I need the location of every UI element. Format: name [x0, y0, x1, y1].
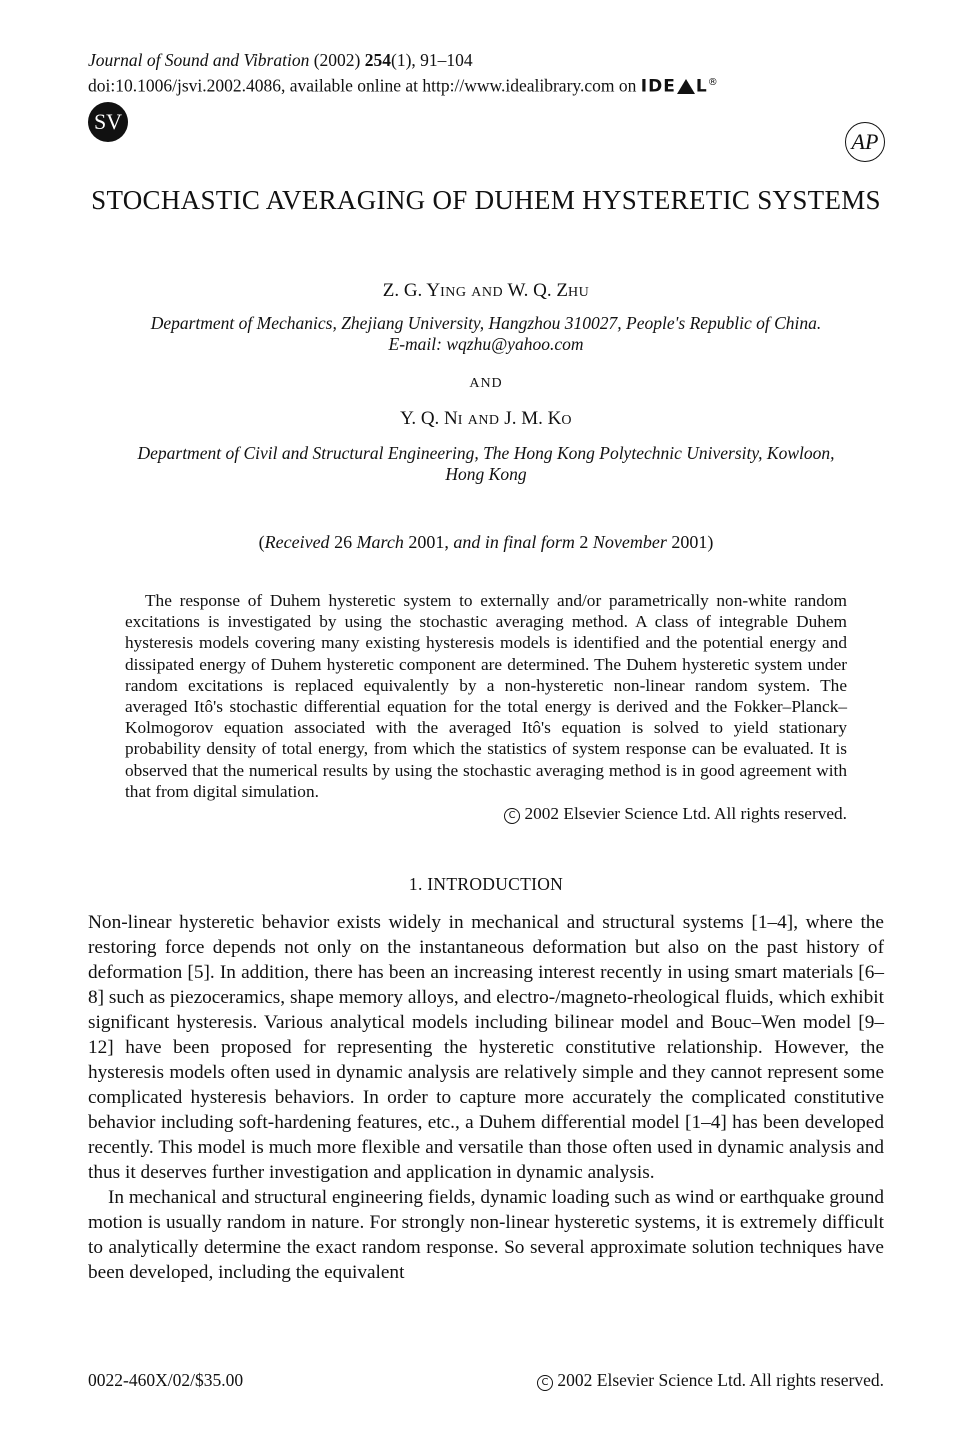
- author-1: Z. G. Y: [382, 280, 441, 301]
- doi-text: doi:10.1006/jsvi.2002.4086, available online at http://www.idealibrary.com on: [88, 75, 637, 96]
- body-text: [88, 910, 884, 1285]
- journal-issue-pages: (1), 91–104: [391, 50, 473, 70]
- authors-line-2: [88, 407, 884, 433]
- ideal-logo-text: IDE: [640, 76, 676, 97]
- copyright-icon: C: [504, 808, 520, 824]
- author-1-sc: ING: [440, 285, 467, 300]
- email: E-mail: wqzhu@yahoo.com: [388, 334, 584, 354]
- doi-line: [88, 72, 719, 98]
- abstract-copyright-text: 2002 Elsevier Science Ltd. All rights reserved.: [524, 804, 847, 824]
- final-year: 2001): [671, 532, 714, 552]
- journal-name: Journal of Sound and Vibration: [88, 50, 310, 70]
- abstract-copyright: [125, 803, 847, 824]
- author-3: Y. Q. N: [400, 408, 458, 429]
- abstract-text: The response of Duhem hysteretic system to externally and/or parametrically non-white random excitations is investigated by using the stochastic averaging method. A class of integrable Duhem hysteresis models covering many existing hysteresis models is identified and the potential energy and dissipated energy of Duhem hysteretic component are determined. The Duhem hysteretic system under random excitations is replaced equivalently by a non-hysteretic non-linear random system. The averaged Itô's stochastic differential equation for the total energy is derived and the Fokker–Planck–Kolmogorov equation associated with the averaged Itô's equation is solved to yield stationary probability density of total energy, from which the statistics of system response can be evaluated. It is observed that the numerical results by using the stochastic averaging method is in good agreement with that from digital simulation.: [125, 591, 847, 801]
- footer-code: 0022-460X/02/$35.00: [88, 1370, 244, 1390]
- journal-volume: 254: [364, 50, 391, 70]
- and-word-2: AND: [467, 413, 500, 428]
- ideal-logo: [641, 72, 719, 98]
- journal-citation: [88, 50, 473, 71]
- author-4-sc: O: [561, 413, 572, 428]
- received-day: 26: [334, 532, 353, 552]
- sv-logo-text: SV: [93, 109, 123, 134]
- footer-copyright-text: 2002 Elsevier Science Ltd. All rights reserved.: [557, 1370, 884, 1390]
- paper-title: STOCHASTIC AVERAGING OF DUHEM HYSTERETIC SYSTEMS: [91, 185, 881, 215]
- body-paragraph-1: Non-linear hysteretic behavior exists widely in mechanical and structural systems [1–4], where the restoring force depends not only on the instantaneous deformation but also on the past history of deformation [5]. In addition, there has been an increasing interest recently in using smart materials [6–8] such as piezoceramics, shape memory alloys, and electro-/magneto-rheological fluids, which exhibit significant hysteresis. Various analytical models including bilinear model and Bouc–Wen model [9–12] have been proposed for representing the hysteretic constitutive relationship. However, the hysteresis models often used in dynamic analysis are relatively simple and they cannot represent some complicated hysteresis behaviors. In order to capture more accurately the complicated constitutive behavior including soft-hardening features, etc., a Duhem differential model [1–4] has been developed recently. This model is much more flexible and versatile than those often used in dynamic analysis and thus it deserves further investigation and application in dynamic analysis.: [88, 912, 884, 1183]
- and-word: AND: [471, 285, 504, 300]
- ap-logo-icon: [845, 122, 885, 162]
- received-dates: [88, 531, 884, 553]
- registered-mark: ®: [707, 77, 719, 88]
- received-month: March: [356, 532, 404, 552]
- final-month: November: [592, 532, 667, 552]
- affiliation-2-line-1: Department of Civil and Structural Engineering, The Hong Kong Polytechnic University, Kowloon,: [137, 443, 835, 463]
- copyright-icon-footer: C: [537, 1375, 553, 1391]
- author-2: W. Q. Z: [507, 280, 569, 301]
- ap-logo-text: AP: [851, 129, 879, 154]
- sv-logo-icon: [88, 102, 128, 142]
- and-separator: AND: [469, 376, 503, 391]
- ideal-triangle-icon: [677, 79, 695, 94]
- final-form-text: and in final form: [453, 532, 575, 552]
- received-word: Received: [264, 532, 330, 552]
- author-2-sc: HU: [568, 285, 590, 300]
- author-4: J. M. K: [504, 408, 562, 429]
- journal-year: (2002): [313, 50, 361, 70]
- final-day: 2: [579, 532, 589, 552]
- received-paren: (: [258, 532, 265, 552]
- footer-copyright: [537, 1370, 884, 1391]
- ideal-logo-text-2: L: [695, 76, 708, 97]
- author-3-sc: I: [457, 413, 463, 428]
- body-paragraph-2: In mechanical and structural engineering fields, dynamic loading such as wind or earthquake ground motion is usually random in nature. For strongly non-linear hysteretic systems, it is extremely difficult to analytically determine the exact random response. So several approximate solution techniques have been developed, including the equivalent: [88, 1187, 884, 1283]
- abstract: [125, 590, 847, 824]
- affiliation-1: Department of Mechanics, Zhejiang University, Hangzhou 310027, People's Republic of China.: [150, 313, 822, 333]
- authors-line-1: [88, 279, 884, 305]
- section-heading: 1. INTRODUCTION: [408, 874, 564, 894]
- received-year: 2001,: [408, 532, 449, 552]
- affiliation-2-line-2: Hong Kong: [445, 464, 527, 484]
